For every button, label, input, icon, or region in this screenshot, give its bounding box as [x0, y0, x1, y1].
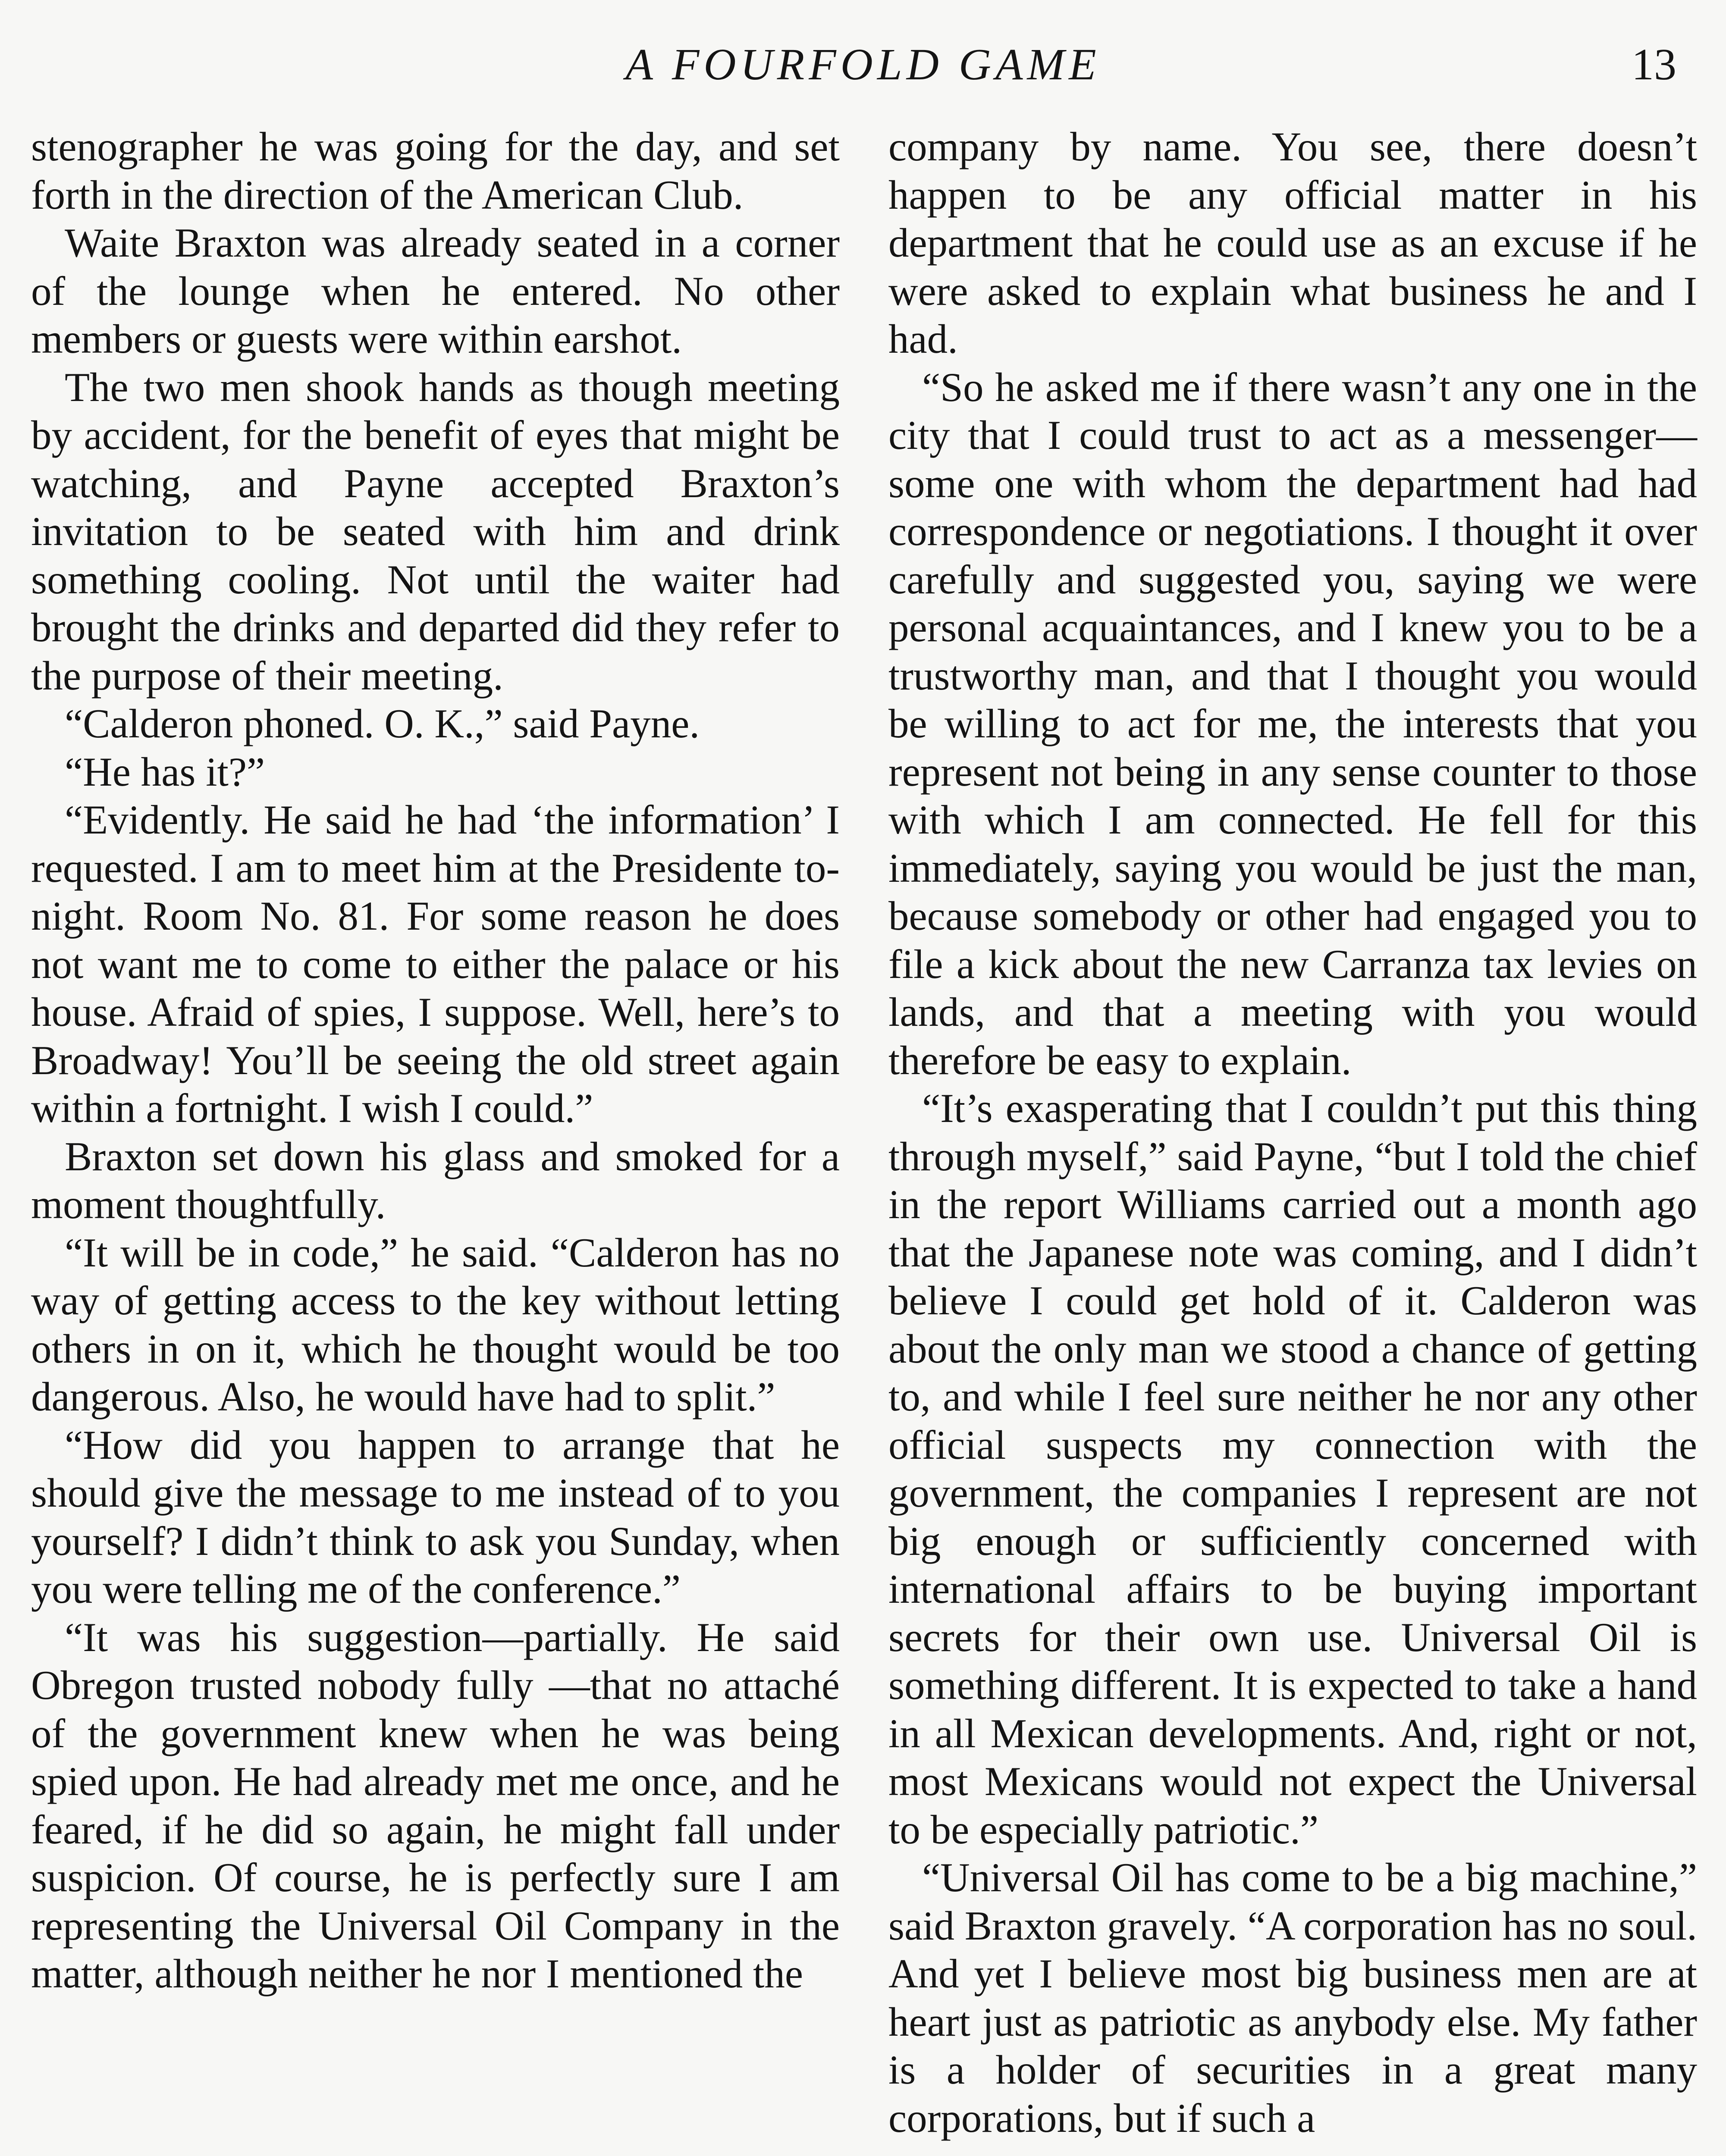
paragraph: The two men shook hands as though meeting by accident, for the benefit of eyes that might be watching, and Payne accepted Braxton’s invitation to be seated with him and drink something cooling. Not until the waiter had brought the drinks and departed did they refer to the purpose of their meeting.	[31, 364, 840, 699]
paragraph: “It will be in code,” he said. “Calderon has no way of getting access to the key without letting others in on it, which he thought would be too dangerous. Also, he would have had to split.”	[31, 1229, 840, 1420]
paragraph: “He has it?”	[65, 749, 265, 795]
paragraph: “Calderon phoned. O. K.,” said Payne.	[65, 701, 700, 746]
paragraph: “Evidently. He said he had ‘the information’ I requested. I am to meet him at the Presidente to-night. Room No. 81. For some reason he does not want me to come to either the palace or his house. Afraid of spies, I suppose. Well, here’s to Broadway! You’ll be seeing the old street again within a fortnight. I wish I could.”	[31, 797, 840, 1131]
running-head	[0, 39, 1726, 91]
paragraph: “Universal Oil has come to be a big machine,” said Braxton gravely. “A corporation has no soul. And yet I believe most big business men are at heart just as patriotic as anybody else. My father is a holder of securities in a great many corporations, but if such a	[888, 1855, 1697, 2141]
paragraph: “It’s exasperating that I couldn’t put this thing through myself,” said Payne, “but I told the chief in the report Williams carried out a month ago that the Japanese note was coming, and I didn’t believe I could get hold of it. Calderon was about the only man we stood a chance of getting to, and while I feel sure neither he nor any other official suspects my connection with the government, the companies I represent are not big enough or sufficiently concerned with international affairs to be buying important secrets for their own use. Universal Oil is something different. It is expected to take a hand in all Mexican developments. And, right or not, most Mexicans would not expect the Universal to be especially patriotic.”	[888, 1085, 1697, 1852]
paragraph: Waite Braxton was already seated in a corner of the lounge when he entered. No other members or guests were within earshot.	[31, 220, 840, 362]
paragraph: “It was his suggestion—partially. He said Obregon trusted nobody fully —that no attaché of the government knew when he was being spied upon. He had already met me once, and he feared, if he did so again, he might fall under suspicion. Of course, he is perfectly sure I am representing the Universal Oil Company in the matter, although neither he nor I mentioned the	[31, 1614, 840, 1996]
left-column	[31, 123, 840, 1998]
paragraph: Braxton set down his glass and smoked for a moment thoughtfully.	[31, 1133, 840, 1227]
paragraph: “So he asked me if there wasn’t any one in the city that I could trust to act as a messenger—some one with whom the department had had correspondence or negotiations. I thought it over carefully and suggested you, saying we were personal acquaintances, and I knew you to be a trustworthy man, and that I thought you would be willing to act for me, the interests that you represent not being in any sense counter to those with which I am connected. He fell for this immediately, saying you would be just the man, because somebody or other had engaged you to file a kick about the new Carranza tax levies on lands, and that a meeting with you would therefore be easy to explain.	[888, 364, 1697, 1083]
running-title: A FOURFOLD GAME	[625, 40, 1101, 89]
page-number: 13	[1632, 40, 1676, 89]
paragraph: “How did you happen to arrange that he should give the message to me instead of to you yourself? I didn’t think to ask you Sunday, when you were telling me of the conference.”	[31, 1422, 840, 1612]
paragraph: stenographer he was going for the day, and set forth in the direction of the American Club.	[31, 124, 840, 218]
right-column	[888, 123, 1697, 2142]
paragraph: company by name. You see, there doesn’t happen to be any official matter in his department that he could use as an excuse if he were asked to explain what business he and I had.	[888, 124, 1697, 362]
